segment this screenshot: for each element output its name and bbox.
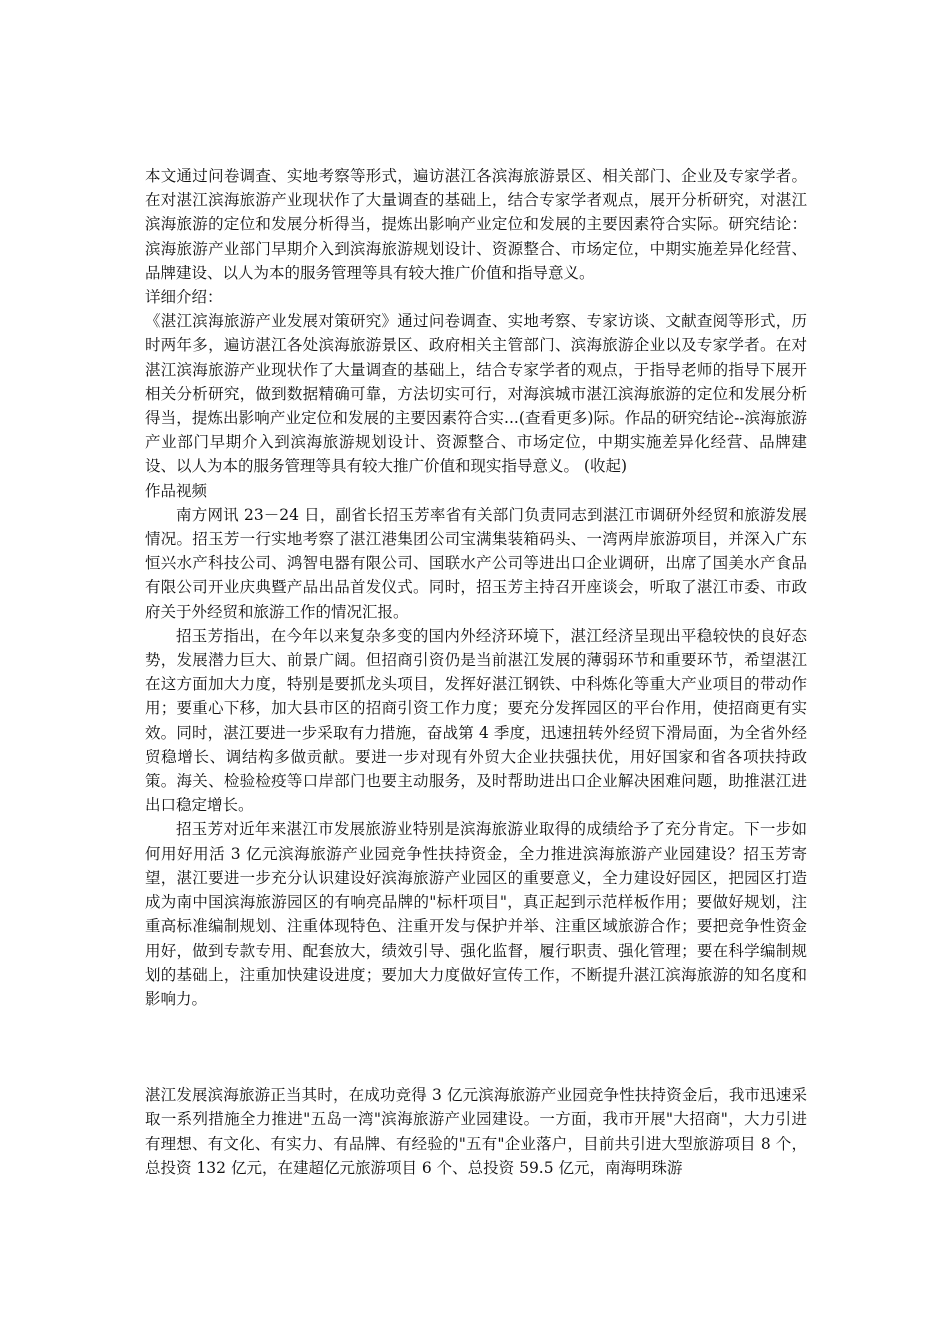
- document-page: [145, 164, 807, 1180]
- detail-heading: 详细介绍：: [145, 288, 223, 307]
- news-paragraph-2: 招玉芳指出，在今年以来复杂多变的国内外经济环境下，湛江经济呈现出平稳较快的良好态势，发展潜力巨大、前景广阔。但招商引资仍是当前湛江发展的薄弱环节和重要环节，希望湛江在这方面加大力度，特别是要抓龙头项目，发挥好湛江钢铁、中科炼化等重大产业项目的带动作用；要重心下移，加大县市区的招商引资工作力度；要充分发挥园区的平台作用，使招商更有实效。同时，湛江要进一步采取有力措施，奋战第 4 季度，迅速扭转外经贸下滑局面，为全省外经贸稳增长、调结构多做贡献。要进一步对现有外贸大企业扶强扶优，用好国家和省各项扶持政策。海关、检验检疫等口岸部门也要主动服务，及时帮助进出口企业解决困难问题，助推湛江进出口稳定增长。: [145, 626, 807, 815]
- summary-paragraph: 本文通过问卷调查、实地考察等形式，遍访湛江各滨海旅游景区、相关部门、企业及专家学者。在对湛江滨海旅游产业现状作了大量调查的基础上，结合专家学者观点，展开分析研究，对湛江滨海旅游的定位和发展分析得当，提炼出影响产业定位和发展的主要因素符合实际。研究结论：滨海旅游产业部门早期介入到滨海旅游规划设计、资源整合、市场定位，中期实施差异化经营、品牌建设、以人为本的服务管理等具有较大推广价值和指导意义。: [145, 167, 807, 282]
- paragraph-gap: [145, 1011, 807, 1083]
- news-paragraph-3: 招玉芳对近年来湛江市发展旅游业特别是滨海旅游业取得的成绩给予了充分肯定。下一步如何用好用活 3 亿元滨海旅游产业园竞争性扶持资金，全力推进滨海旅游产业园建设？招玉芳寄望，湛江要进一步充分认识建设好滨海旅游产业园区的重要意义，全力建设好园区，把园区打造成为南中国滨海旅游园区的有响亮品牌的"标杆项目"，真正起到示范样板作用；要做好规划，注重高标准编制规划、注重体现特色、注重开发与保护并举、注重区域旅游合作；要把竞争性资金用好，做到专款专用、配套放大，绩效引导、强化监督，履行职责、强化管理；要在科学编制规划的基础上，注重加快建设进度；要加大力度做好宣传工作，不断提升湛江滨海旅游的知名度和影响力。: [145, 820, 807, 1008]
- detail-paragraph: 《湛江滨海旅游产业发展对策研究》通过问卷调查、实地考察、专家访谈、文献查阅等形式，历时两年多，遍访湛江各处滨海旅游景区、政府相关主管部门、滨海旅游企业以及专家学者。在对湛江滨海旅游产业现状作了大量调查的基础上，结合专家学者的观点，于指导老师的指导下展开相关分析研究，做到数据精确可靠，方法切实可行，对海滨城市湛江滨海旅游的定位和发展分析得当，提炼出影响产业定位和发展的主要因素符合实...(查看更多)际。作品的研究结论--滨海旅游产业部门早期介入到滨海旅游规划设计、资源整合、市场定位，中期实施差异化经营、品牌建设、以人为本的服务管理等具有较大推广价值和现实指导意义。 (收起): [145, 312, 807, 476]
- video-heading: 作品视频: [145, 481, 208, 500]
- final-paragraph: 湛江发展滨海旅游正当其时，在成功竞得 3 亿元滨海旅游产业园竞争性扶持资金后，我市迅速采取一系列措施全力推进"五岛一湾"滨海旅游产业园建设。一方面，我市开展"大招商"，大力引进有理想、有文化、有实力、有品牌、有经验的"五有"企业落户，目前共引进大型旅游项目 8 个，总投资 132 亿元，在建超亿元旅游项目 6 个、总投资 59.5 亿元，南海明珠游: [145, 1086, 807, 1177]
- news-paragraph-1: 南方网讯 23－24 日，副省长招玉芳率省有关部门负责同志到湛江市调研外经贸和旅游发展情况。招玉芳一行实地考察了湛江港集团公司宝满集装箱码头、一湾两岸旅游项目，并深入广东恒兴水产科技公司、鸿智电器有限公司、国联水产公司等进出口企业调研，出席了国美水产食品有限公司开业庆典暨产品出品首发仪式。同时，招玉芳主持召开座谈会，听取了湛江市委、市政府关于外经贸和旅游工作的情况汇报。: [145, 505, 807, 621]
